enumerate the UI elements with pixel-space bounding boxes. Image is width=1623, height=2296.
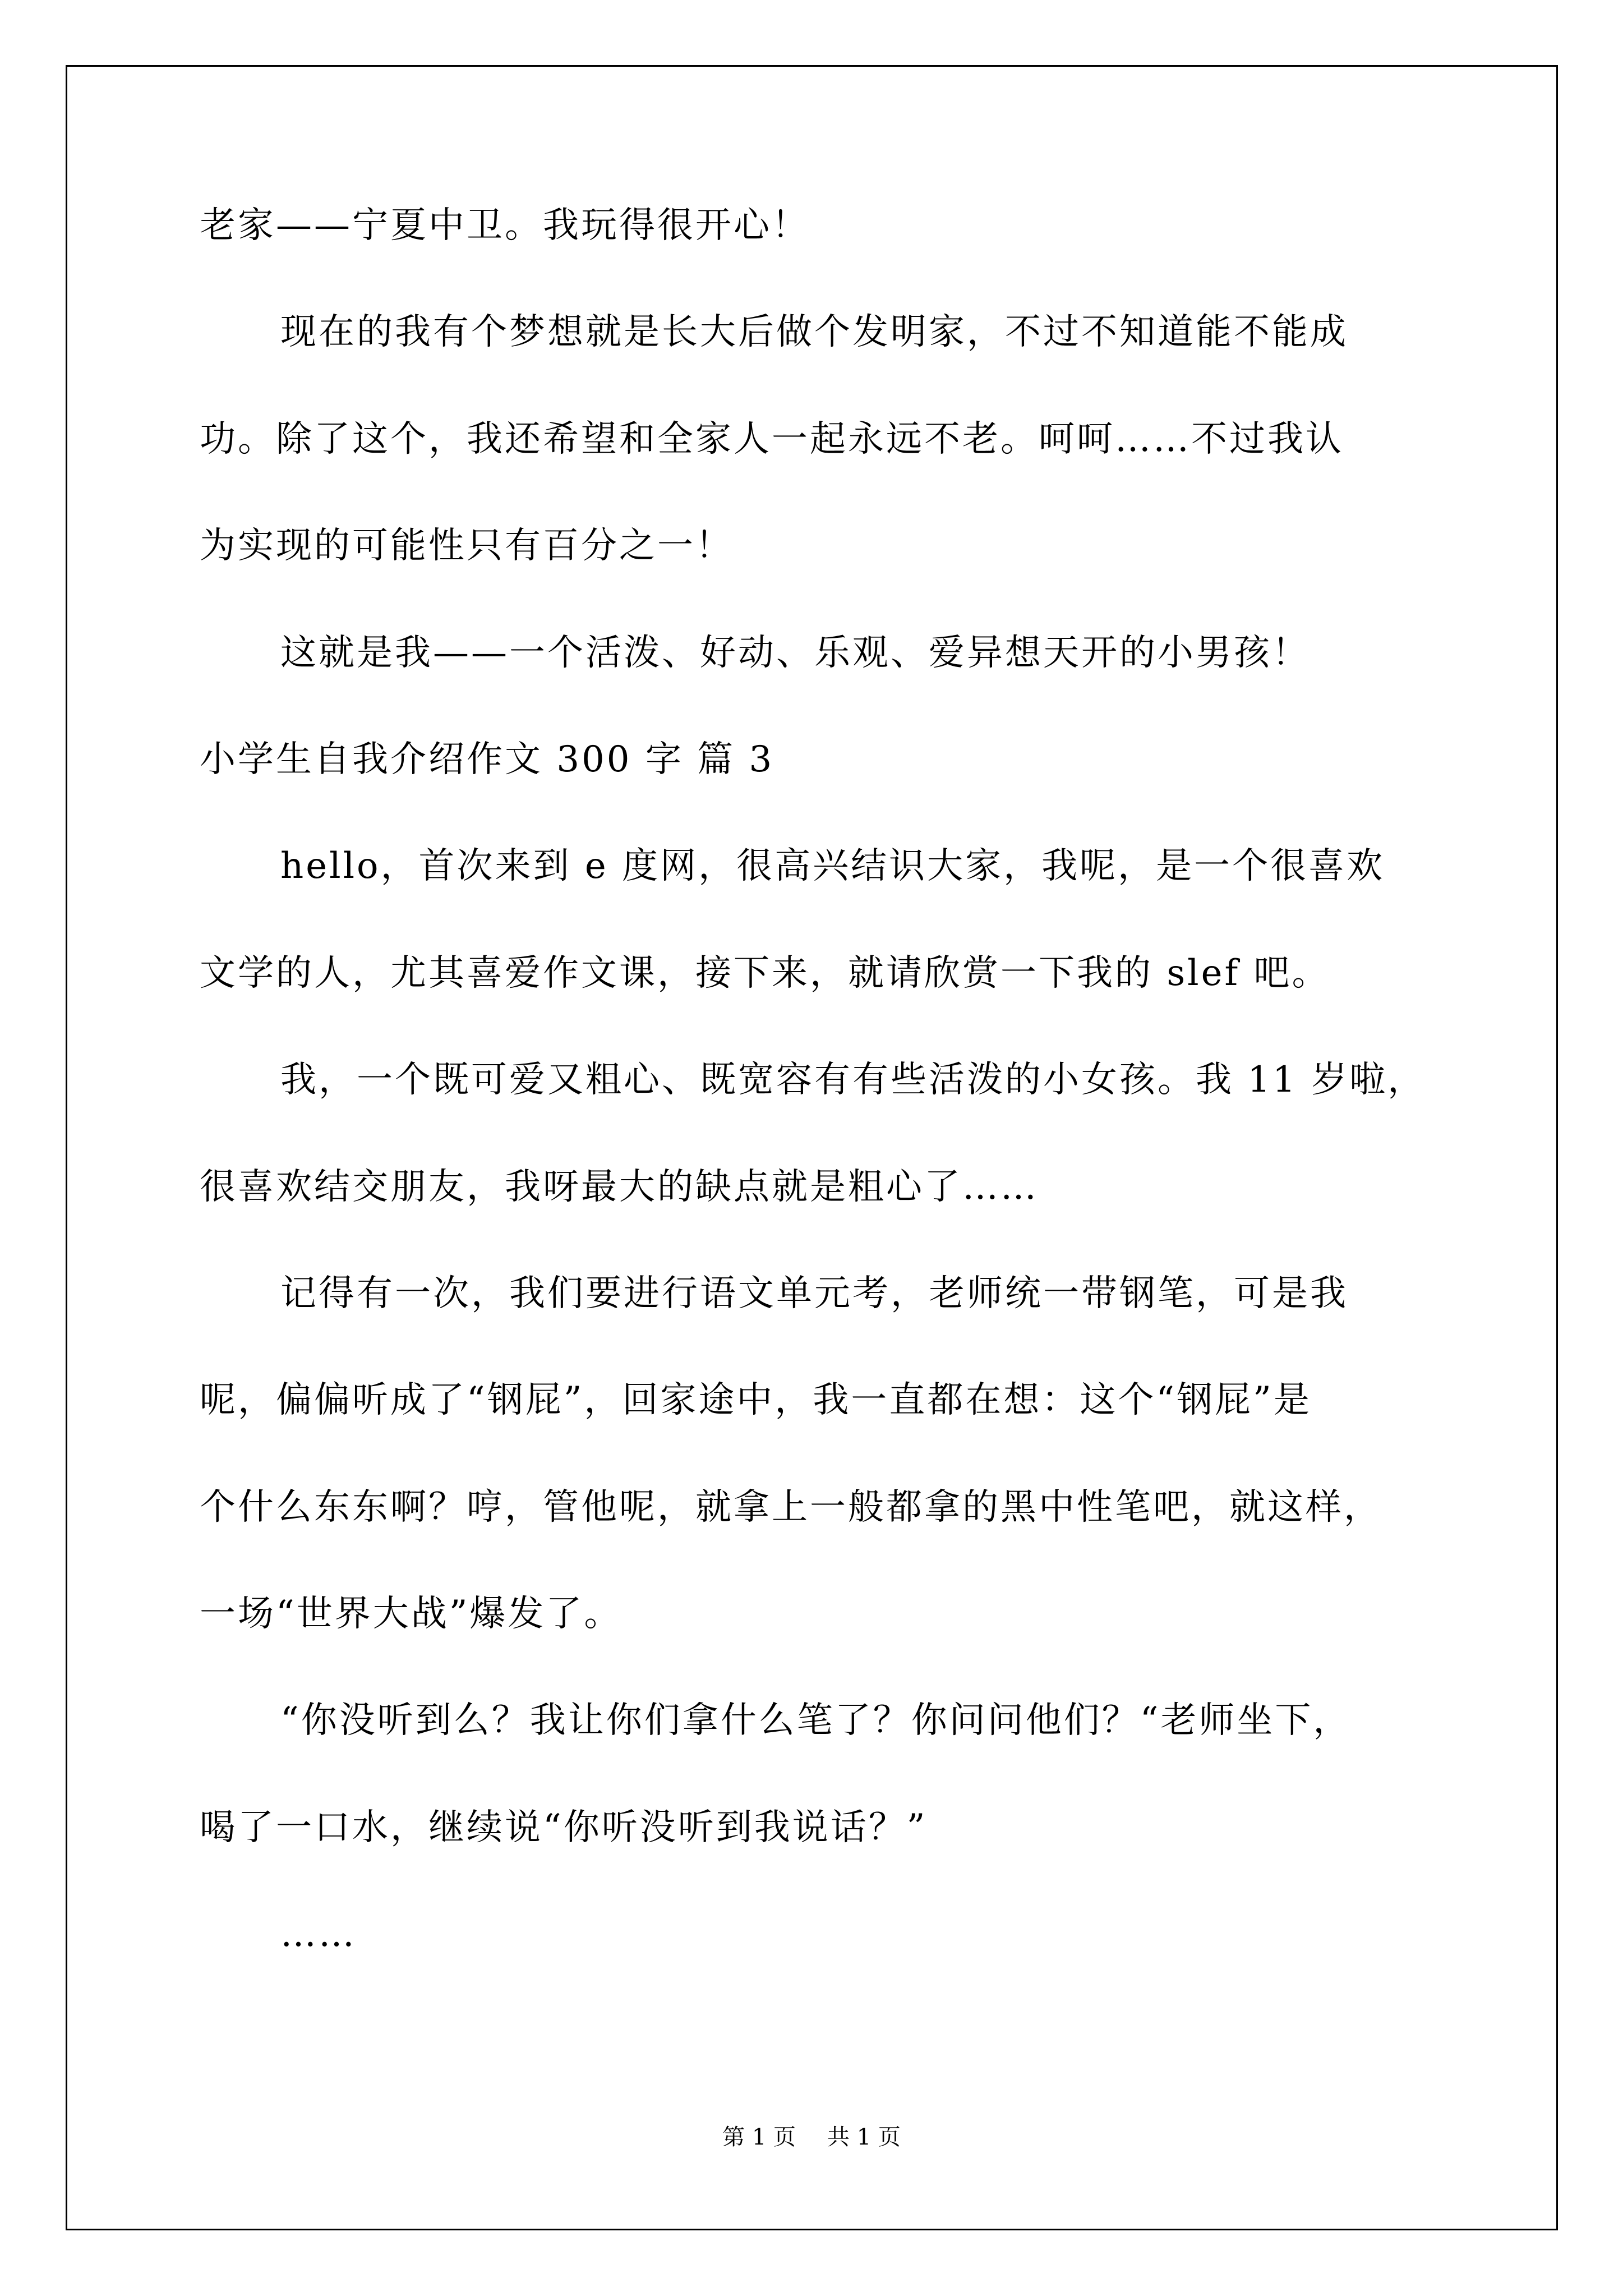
text-line: 我，一个既可爱又粗心、既宽容有有些活泼的小女孩。我 11 岁啦，: [280, 1059, 1426, 1101]
text-line: “你没听到么？我让你们拿什么笔了？你问问他们？“老师坐下，: [280, 1700, 1352, 1742]
text-line: 功。除了这个，我还希望和全家人一起永远不老。呵呵……不过我认: [200, 418, 1344, 460]
page-total: 共 1 页: [827, 2124, 901, 2150]
text-line: 老家——宁夏中卫。我玩得很开心！: [200, 205, 810, 246]
text-line: 很喜欢结交朋友，我呀最大的缺点就是粗心了……: [200, 1166, 1039, 1208]
text-line: 现在的我有个梦想就是长大后做个发明家，不过不知道能不能成: [280, 311, 1348, 353]
section-heading: 小学生自我介绍作文 300 字 篇 3: [200, 738, 774, 780]
text-line: 为实现的可能性只有百分之一！: [200, 525, 734, 567]
page-footer: [0, 2124, 1623, 2151]
text-line: 呢，偏偏听成了“钢屁”，回家途中，我一直都在想：这个“钢屁”是: [200, 1379, 1312, 1421]
document-body: [200, 205, 1473, 2023]
text-line: ……: [280, 1913, 357, 1955]
text-line: 喝了一口水，继续说“你听没听到我说话？”: [200, 1806, 928, 1848]
text-line: 记得有一次，我们要进行语文单元考，老师统一带钢笔，可是我: [280, 1272, 1348, 1314]
text-line: 文学的人，尤其喜爱作文课，接下来，就请欣赏一下我的 slef 吧。: [200, 952, 1330, 994]
text-line: 一场“世界大战”爆发了。: [200, 1593, 623, 1635]
text-line: hello，首次来到 e 度网，很高兴结识大家，我呢，是一个很喜欢: [280, 845, 1385, 887]
text-line: 这就是我——一个活泼、好动、乐观、爱异想天开的小男孩！: [280, 632, 1310, 674]
text-line: 个什么东东啊？哼，管他呢，就拿上一般都拿的黑中性笔吧，就这样，: [200, 1486, 1382, 1528]
page-number: 第 1 页: [722, 2124, 796, 2150]
